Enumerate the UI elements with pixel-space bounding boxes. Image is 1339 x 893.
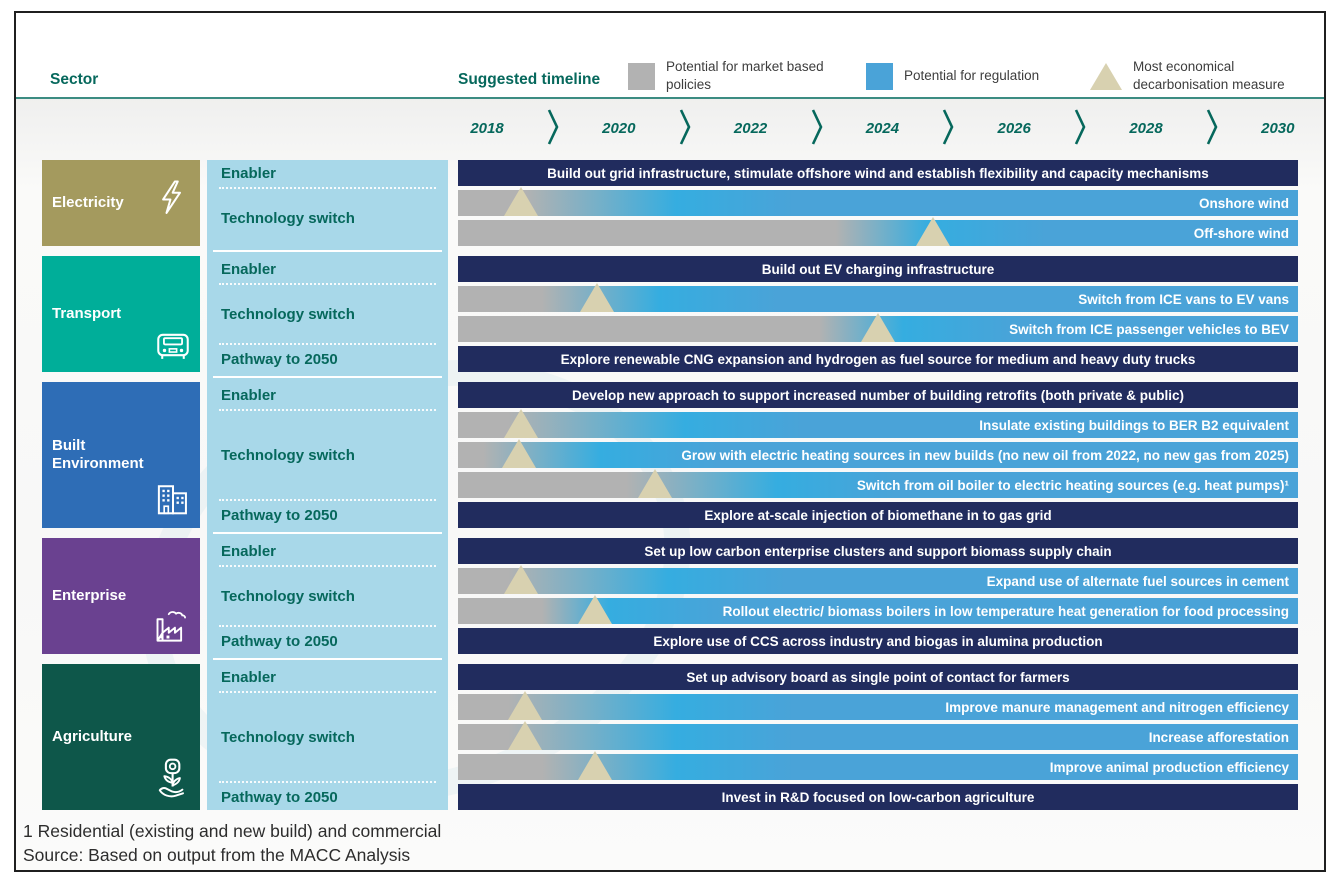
chevron-right-icon (1073, 106, 1087, 153)
roadmap-bar-solid (458, 256, 1298, 282)
blue-square-swatch (866, 63, 893, 90)
timeline-year: 2022 (733, 120, 768, 137)
category-label-text: Technology switch (221, 446, 355, 464)
category-separator-dotted (219, 565, 436, 567)
economical-measure-triangle-icon (638, 469, 672, 498)
buildings-icon (153, 478, 193, 523)
lightning-icon (156, 179, 186, 220)
timeline-year: 2020 (602, 120, 636, 137)
economical-measure-triangle-icon (508, 721, 542, 750)
category-label (207, 502, 448, 528)
sector-tile-enterprise (42, 538, 200, 654)
economical-measure-triangle-icon (502, 439, 536, 468)
category-separator-dotted (219, 343, 436, 345)
roadmap-bar-gradient (458, 190, 1298, 216)
timeline-header: Suggested timeline (458, 71, 601, 88)
roadmap-bar-gradient (458, 472, 1298, 498)
roadmap-bar-gradient (458, 220, 1298, 246)
bar-label: Improve manure management and nitrogen efficiency (945, 699, 1289, 715)
car-icon (153, 328, 193, 367)
category-label-text: Pathway to 2050 (221, 350, 338, 368)
economical-measure-triangle-icon (504, 409, 538, 438)
category-label (207, 346, 448, 372)
category-label (207, 538, 448, 564)
timeline-year: 2026 (997, 120, 1031, 137)
roadmap-bar-solid (458, 160, 1298, 186)
economical-measure-triangle-icon (508, 691, 542, 720)
gray-square-swatch (628, 63, 655, 90)
category-label-text: Enabler (221, 260, 277, 278)
bar-label: Explore use of CCS across industry and biogas in alumina production (653, 633, 1103, 649)
legend-item (1090, 58, 1325, 93)
sector-name: Electricity (52, 194, 124, 211)
footnotes (23, 819, 441, 867)
category-label (207, 412, 448, 498)
roadmap-bar-gradient (458, 568, 1298, 594)
category-label (207, 286, 448, 342)
header-divider-line (16, 97, 1324, 99)
roadmap-bar-solid (458, 346, 1298, 372)
sector-name: Built Environment (52, 437, 144, 472)
economical-measure-triangle-icon (578, 595, 612, 624)
category-separator-dotted (219, 409, 436, 411)
bar-label: Increase afforestation (1148, 729, 1289, 745)
category-label (207, 664, 448, 690)
category-label (207, 568, 448, 624)
roadmap-bar-solid (458, 664, 1298, 690)
category-separator-dotted (219, 625, 436, 627)
sector-separator-line (213, 658, 442, 660)
category-label-text: Enabler (221, 668, 277, 686)
sector-name: Transport (52, 305, 122, 322)
category-label-text: Pathway to 2050 (221, 632, 338, 650)
category-label-text: Enabler (221, 542, 277, 560)
bar-label: Onshore wind (1198, 195, 1289, 211)
bar-label: Switch from ICE passenger vehicles to BEV (1009, 321, 1289, 337)
chevron-right-icon (546, 106, 560, 153)
category-label-text: Technology switch (221, 209, 355, 227)
legend-item (628, 58, 838, 93)
economical-measure-triangle-icon (578, 751, 612, 780)
chevron-right-icon (810, 106, 824, 153)
category-separator-dotted (219, 499, 436, 501)
economical-measure-triangle-icon (580, 283, 614, 312)
sector-name: Enterprise (52, 587, 127, 604)
sector-name: Agriculture (52, 728, 133, 745)
footnote-2: Source: Based on output from the MACC Analysis (23, 845, 411, 865)
timeline-year: 2024 (865, 120, 900, 137)
bar-label: Insulate existing buildings to BER B2 equivalent (979, 417, 1289, 433)
category-label (207, 382, 448, 408)
legend-label: Potential for market based policies (666, 59, 824, 92)
roadmap-bar-gradient (458, 442, 1298, 468)
bar-label: Expand use of alternate fuel sources in cement (986, 573, 1289, 589)
category-label-text: Enabler (221, 386, 277, 404)
category-label (207, 256, 448, 282)
economical-measure-triangle-icon (504, 187, 538, 216)
legend-label: Potential for regulation (904, 68, 1040, 84)
roadmap-bar-gradient (458, 694, 1298, 720)
legend-item (866, 63, 1062, 90)
bar-label: Invest in R&D focused on low-carbon agriculture (721, 789, 1035, 805)
legend (628, 51, 1325, 101)
category-separator-dotted (219, 283, 436, 285)
roadmap-bar-solid (458, 538, 1298, 564)
sector-tile-built-environment (42, 382, 200, 528)
sector-column-header: Sector (50, 71, 99, 88)
roadmap-bar-solid (458, 502, 1298, 528)
sector-separator-line (213, 532, 442, 534)
category-label (207, 694, 448, 780)
sector-tile-electricity (42, 160, 200, 246)
category-label-text: Technology switch (221, 728, 355, 746)
chevron-right-icon (941, 106, 955, 153)
roadmap-bar-solid (458, 784, 1298, 810)
bar-label: Set up low carbon enterprise clusters and support biomass supply chain (644, 543, 1112, 559)
category-separator-dotted (219, 187, 436, 189)
timeline-year: 2018 (470, 120, 504, 137)
category-label-text: Technology switch (221, 587, 355, 605)
bar-label: Switch from ICE vans to EV vans (1078, 291, 1289, 307)
economical-measure-triangle-icon (504, 565, 538, 594)
sector-separator-line (213, 376, 442, 378)
economical-measure-triangle-icon (861, 313, 895, 342)
roadmap-bar-gradient (458, 724, 1298, 750)
footnote-1: 1 Residential (existing and new build) and commercial (23, 821, 442, 841)
timeline-year: 2028 (1129, 120, 1163, 137)
category-separator-dotted (219, 781, 436, 783)
timeline-year: 2030 (1261, 120, 1295, 137)
bar-label: Improve animal production efficiency (1049, 759, 1289, 775)
plant-hand-icon (151, 756, 193, 805)
roadmap-bar-solid (458, 628, 1298, 654)
bar-label: Set up advisory board as single point of contact for farmers (686, 669, 1070, 685)
roadmap-bar-solid (458, 382, 1298, 408)
sector-separator-line (213, 250, 442, 252)
category-label-text: Enabler (221, 164, 277, 182)
chevron-right-icon (678, 106, 692, 153)
legend-label: Most economical decarbonisation measure (1133, 59, 1285, 92)
bar-label: Explore at-scale injection of biomethane in to gas grid (704, 507, 1052, 523)
sector-tile-agriculture (42, 664, 200, 810)
category-separator-dotted (219, 691, 436, 693)
economical-measure-triangle-icon (916, 217, 950, 246)
bar-label: Develop new approach to support increased number of building retrofits (both private & public) (571, 387, 1185, 403)
category-label-text: Pathway to 2050 (221, 506, 338, 524)
bar-label: Switch from oil boiler to electric heating sources (e.g. heat pumps)¹ (856, 477, 1289, 493)
chart-frame (14, 11, 1326, 872)
bar-label: Build out EV charging infrastructure (761, 261, 995, 277)
roadmap-bar-gradient (458, 412, 1298, 438)
category-label-text: Technology switch (221, 305, 355, 323)
category-label-text: Pathway to 2050 (221, 788, 338, 806)
bar-label: Rollout electric/ biomass boilers in low temperature heat generation for food processing (722, 603, 1289, 619)
chevron-right-icon (1205, 106, 1219, 153)
category-label (207, 784, 448, 810)
bar-label: Explore renewable CNG expansion and hydrogen as fuel source for medium and heavy duty trucks (560, 351, 1196, 367)
bar-label: Build out grid infrastructure, stimulate offshore wind and establish flexibility and capacity mechanisms (547, 165, 1209, 181)
category-label (207, 160, 448, 186)
category-label (207, 628, 448, 654)
bar-label: Grow with electric heating sources in new builds (no new oil from 2022, no new gas from 2025) (681, 447, 1289, 463)
factory-icon (149, 608, 193, 649)
category-label (207, 190, 448, 246)
bar-label: Off-shore wind (1193, 225, 1289, 241)
sector-tile-transport (42, 256, 200, 372)
triangle-swatch (1090, 63, 1122, 90)
